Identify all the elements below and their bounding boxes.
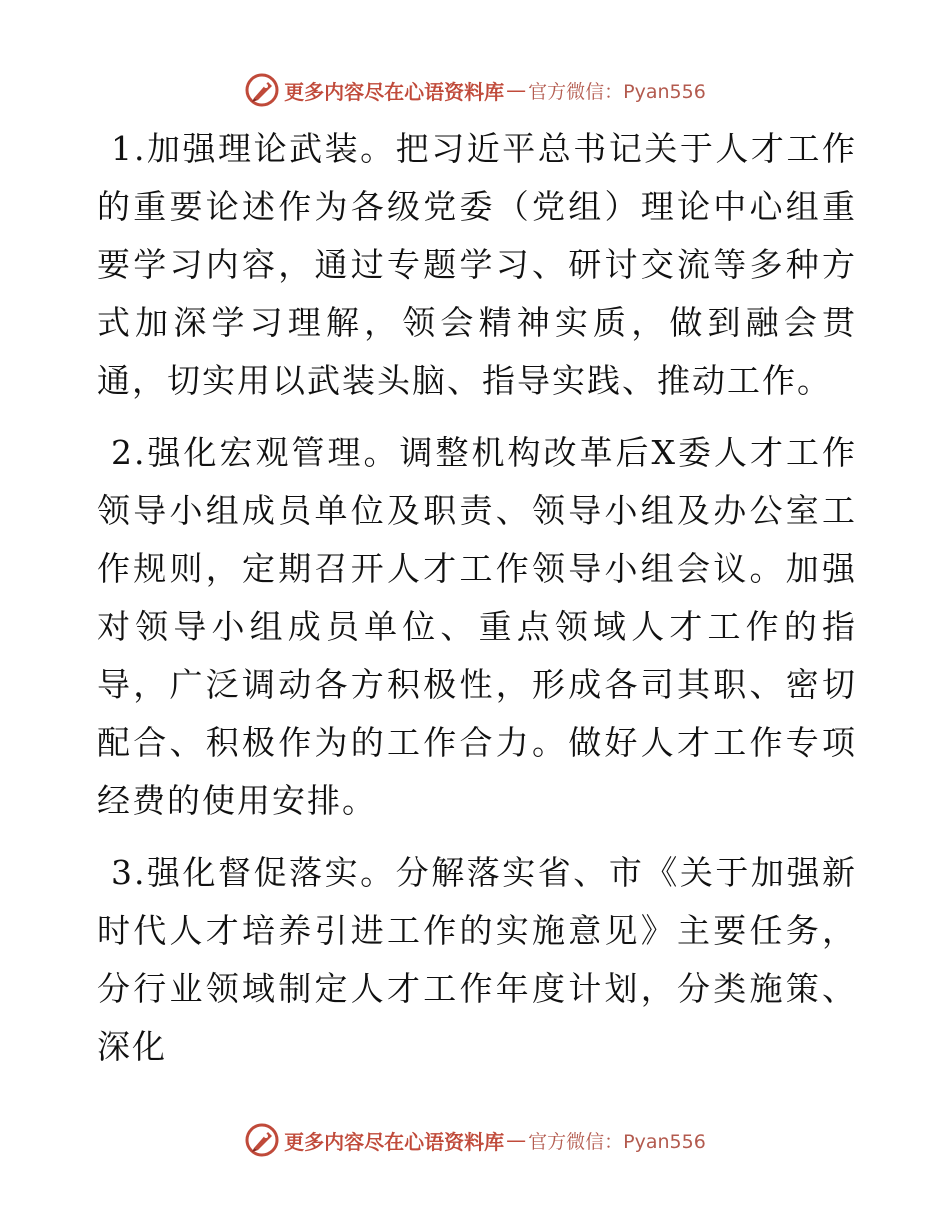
watermark-main-text: 更多内容尽在心语资料库 <box>284 1129 505 1154</box>
watermark-sub-text: 官方微信：Pyan556 <box>528 1130 706 1153</box>
watermark-sub-text: 官方微信：Pyan556 <box>528 80 706 103</box>
watermark-separator: — <box>506 1128 527 1152</box>
pen-nib-logo-icon <box>244 1122 280 1158</box>
pen-nib-logo-icon <box>244 72 280 108</box>
watermark-separator: — <box>506 78 527 102</box>
paragraph-2: 2.强化宏观管理。调整机构改革后X委人才工作领导小组成员单位及职责、领导小组及办公室工作规则，定期召开人才工作领导小组会议。加强对领导小组成员单位、重点领域人才工作的指导，广泛调动各方积极性，形成各司其职、密切配合、积极作为的工作合力。做好人才工作专项经费的使用安排。 <box>97 433 857 820</box>
document-body <box>97 120 857 1090</box>
paragraph-3: 3.强化督促落实。分解落实省、市《关于加强新时代人才培养引进工作的实施意见》主要任务，分行业领域制定人才工作年度计划，分类施策、深化 <box>97 853 857 1066</box>
header-watermark <box>0 70 950 110</box>
watermark-main-text: 更多内容尽在心语资料库 <box>284 79 505 104</box>
footer-watermark <box>0 1120 950 1160</box>
paragraph-1: 1.加强理论武装。把习近平总书记关于人才工作的重要论述作为各级党委（党组）理论中心组重要学习内容，通过专题学习、研讨交流等多种方式加深学习理解，领会精神实质，做到融会贯通，切实用以武装头脑、指导实践、推动工作。 <box>97 129 857 400</box>
